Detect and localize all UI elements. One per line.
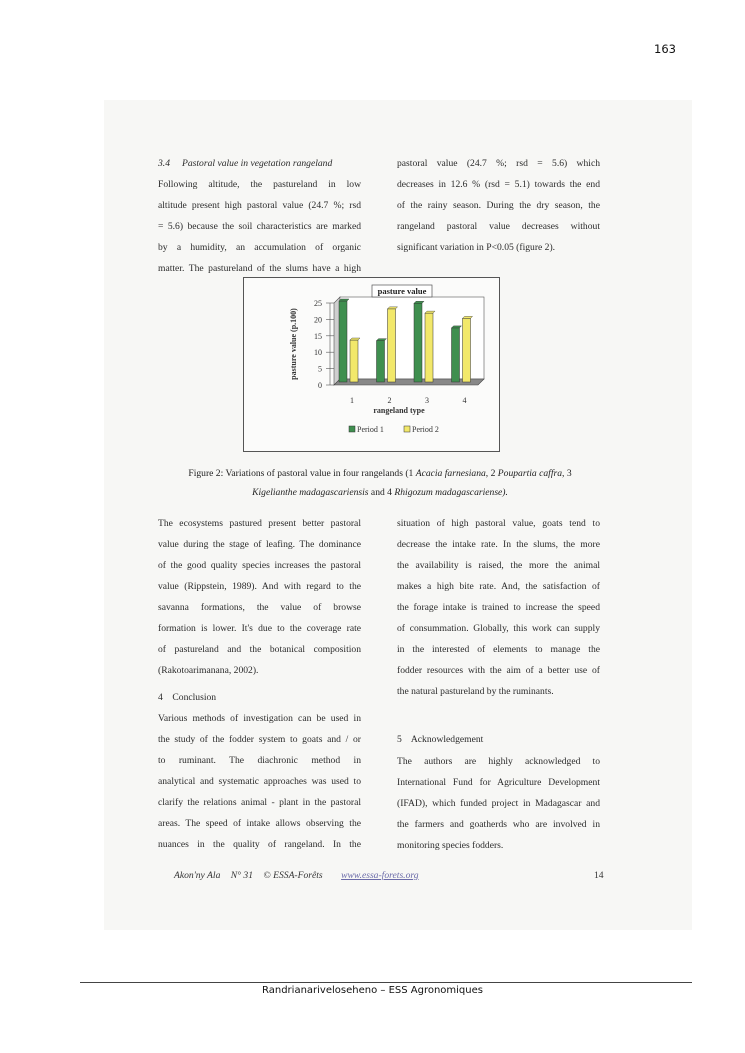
- text-line: significant variation in P<0.05 (figure 2).: [397, 242, 556, 253]
- conclusion-heading: 4 Conclusion: [158, 692, 217, 703]
- caption-text: Figure 2:: [188, 468, 226, 479]
- text-line: rangeland pastoral value decreases without: [397, 221, 600, 232]
- text-line: decrease the intake rate. In the slums, the more: [397, 539, 600, 550]
- bar-period-1: [377, 341, 385, 382]
- y-tick-label: 10: [314, 348, 322, 358]
- bar-period-1: [414, 303, 422, 382]
- y-tick-label: 0: [318, 381, 322, 390]
- text-line: in the interested of elements to manage the: [397, 644, 600, 655]
- bar-period-1: [452, 328, 460, 382]
- journal-issue: N° 31: [230, 870, 254, 881]
- y-tick-label: 20: [314, 315, 322, 325]
- text-line: matter. The pastureland of the slums have a high: [158, 263, 361, 274]
- section-heading-3-4: [158, 158, 332, 170]
- text-line: International Fund for Agriculture Development: [397, 777, 600, 788]
- legend-label: Period 1: [357, 425, 384, 434]
- species-name: Kigelianthe madagascariensis: [252, 487, 369, 498]
- species-name: Acacia farnesiana: [415, 468, 486, 479]
- journal-name: Akon'ny Ala: [174, 870, 221, 881]
- text-line: of consummation. Globally, this work can supply: [397, 623, 600, 634]
- bar-top: [350, 338, 360, 340]
- text-line: value during the stage of leafing. The dominance: [158, 539, 361, 550]
- bar-period-2: [463, 318, 471, 382]
- text-line: decreases in 12.6 % (rsd = 5.1) towards the end: [397, 179, 600, 190]
- bar-chart: [244, 278, 499, 451]
- text-line: of the rainy season. During the dry season, the: [397, 200, 600, 211]
- bar-period-2: [425, 313, 433, 382]
- text-line: the availability is raised, the more the animal: [397, 560, 600, 571]
- caption-text: , 2: [485, 468, 498, 479]
- text-line: of pastureland and the botanical composition: [158, 644, 361, 655]
- text-line: fodder resources with the aim of a better use of: [397, 665, 600, 676]
- species-name: Rhigozum madagascariense).: [394, 487, 508, 498]
- text-line: the forage intake is trained to increase the speed: [397, 602, 600, 613]
- text-line: (Rakotoarimanana, 2002).: [158, 665, 259, 676]
- bar-period-1: [339, 301, 347, 382]
- text-line: (IFAD), which funded project in Madagascar and: [397, 798, 600, 809]
- text-line: the natural pastureland by the ruminants.: [397, 686, 554, 697]
- bar-top: [377, 339, 387, 341]
- legend-swatch: [404, 426, 410, 432]
- text-line: The authors are highly acknowledged to: [397, 756, 600, 767]
- text-line: value (Rippstein, 1989). And with regard to the: [158, 581, 361, 592]
- text-line: to ruminant. The diachronic method in: [158, 755, 361, 766]
- x-tick-label: 2: [387, 396, 392, 405]
- text-line: Various methods of investigation can be used in: [158, 713, 361, 724]
- y-axis-label: pasture value (p.100): [289, 308, 298, 380]
- page-number: 163: [654, 42, 676, 56]
- bar-top: [414, 301, 424, 303]
- text-line: situation of high pastoral value, goats tend to: [397, 518, 600, 529]
- caption-text: , 3: [562, 468, 572, 479]
- x-axis-label: rangeland type: [373, 406, 425, 415]
- chart-title: pasture value: [377, 286, 427, 296]
- text-line: altitude present high pastoral value (24.7 %; rsd: [158, 200, 361, 211]
- species-name: Poupartia caffra: [497, 468, 563, 479]
- text-line: by a humidity, an accumulation of organic: [158, 242, 361, 253]
- text-line: makes a high bite rate. And, the satisfaction of: [397, 581, 600, 592]
- bar-period-2: [388, 309, 396, 382]
- journal-copyright: © ESSA-Forêts: [263, 870, 323, 881]
- x-tick-label: 1: [350, 396, 354, 405]
- bar-top: [463, 316, 473, 318]
- text-line: Following altitude, the pastureland in low: [158, 179, 361, 190]
- text-line: analytical and systematic approaches was used to: [158, 776, 361, 787]
- text-line: formation is lower. It's due to the coverage rate: [158, 623, 361, 634]
- text-line: clarify the relations animal - plant in the pastoral: [158, 797, 361, 808]
- bar-top: [339, 299, 349, 301]
- text-line: = 5.6) because the soil characteristics are marked: [158, 221, 361, 232]
- figure-caption: [150, 464, 610, 502]
- journal-footer: [174, 870, 419, 881]
- caption-text: and 4: [368, 487, 395, 498]
- text-line: monitoring species fodders.: [397, 840, 504, 851]
- x-tick-label: 4: [462, 396, 467, 405]
- y-tick-label: 25: [314, 299, 322, 308]
- journal-page-number: 14: [594, 870, 604, 881]
- text-line: pastoral value (24.7 %; rsd = 5.6) which: [397, 158, 600, 169]
- legend-label: Period 2: [412, 425, 439, 434]
- legend-swatch: [349, 426, 355, 432]
- section-number: 3.4: [158, 158, 170, 169]
- bar-period-2: [350, 340, 358, 382]
- journal-url-link[interactable]: www.essa-forets.org: [341, 870, 419, 881]
- figure-2-chart: [243, 277, 500, 452]
- caption-text: Variations of pastoral value in four rangelands (1: [225, 468, 416, 479]
- acknowledgement-heading: 5 Acknowledgement: [397, 734, 484, 745]
- footer-divider: [80, 982, 692, 983]
- text-line: the study of the fodder system to goats and / or: [158, 734, 361, 745]
- text-line: of the good quality species increases the pastoral: [158, 560, 361, 571]
- text-line: The ecosystems pastured present better pastoral: [158, 518, 361, 529]
- y-tick-label: 5: [318, 364, 322, 374]
- bar-top: [425, 311, 435, 313]
- y-tick-label: 15: [314, 331, 322, 341]
- document-footer: Randrianariveloseheno – ESS Agronomiques: [262, 985, 483, 996]
- text-line: the farmers and goatherds who are involved in: [397, 819, 600, 830]
- bar-top: [452, 326, 462, 328]
- text-line: nuances in the quality of rangeland. In the: [158, 839, 361, 850]
- x-tick-label: 3: [425, 396, 429, 405]
- section-title: Pastoral value in vegetation rangeland: [182, 158, 333, 169]
- bar-top: [388, 307, 398, 309]
- text-line: areas. The speed of intake allows observing the: [158, 818, 361, 829]
- text-line: savanna formations, the value of browse: [158, 602, 361, 613]
